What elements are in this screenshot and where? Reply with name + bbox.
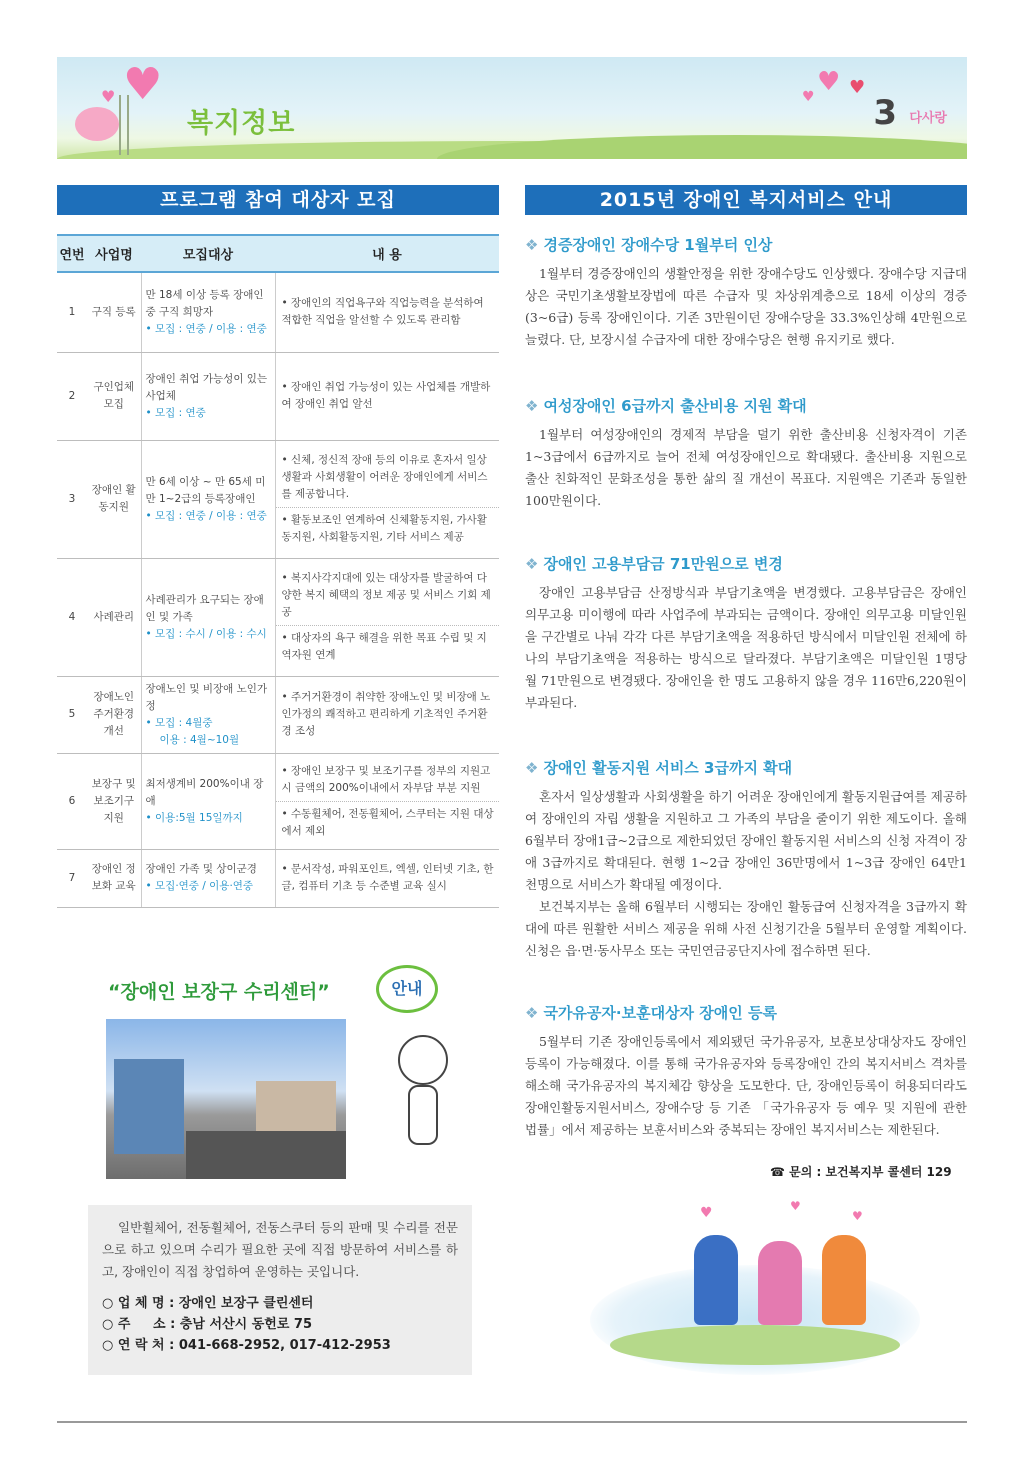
article-title: ❖ 경증장애인 장애수당 1월부터 인상 <box>525 236 773 254</box>
article-body: 장애인 고용부담금 산정방식과 부담기초액을 변경했다. 고용부담금은 장애인 의무고용 미이행에 따라 사업주에 부과되는 금액이다. 장애인 의무고용 미달인원을 구간별로 나눠 각각 다른 부담기초액을 적용하던 방식에서 미달인원 전체에 하나의 부담기초액을 적용하는 방식으로 달라졌다. 부담기초액은 미달인원 1명당 월 71만원으로 변경됐다. 장애인을 한 명도 고용하지 않을 경우 116만6,220원이 부과된다. <box>525 585 967 710</box>
repair-info <box>102 1293 458 1356</box>
diamond-bullet-icon: ❖ <box>525 555 539 573</box>
shop-front-shape <box>114 1059 184 1154</box>
article-title: ❖ 장애인 활동지원 서비스 3급까지 확대 <box>525 759 793 777</box>
article-body: 5월부터 기존 장애인등록에서 제외됐던 국가유공자, 보훈보상대상자도 장애인등록이 가능해졌다. 이를 통해 국가유공자와 등록장애인 간의 복지서비스 격차를 해소해 국가유공자의 복지체감 향상을 도모한다. 단, 장애인등록이 허용되더라도 장애인활동지원서비스, 장애수당 등 기존 「국가유공자 등 예우 및 지원에 관한 법률」에서 제공하는 보훈서비스와 중복되는 장애인 복지서비스는 제한된다. <box>525 1034 967 1137</box>
street-photo <box>106 1019 346 1179</box>
row-content <box>275 440 499 558</box>
row-target <box>141 440 275 558</box>
wrench-man-illustration-icon <box>388 1035 458 1155</box>
article-section <box>525 757 967 962</box>
content-item: • 대상자의 욕구 해결을 위한 목표 수립 및 지역자원 연계 <box>276 626 500 668</box>
target-text: 장애인 가족 및 상이군경 <box>145 863 257 875</box>
heart-icon: ♥ <box>849 77 866 98</box>
article-section <box>525 234 967 351</box>
page-brand: 다사랑 <box>909 111 947 126</box>
girl-figure-icon <box>822 1235 866 1325</box>
page-number: 3 <box>873 93 897 133</box>
row-biz: 사례관리 <box>87 558 141 676</box>
children-illustration <box>590 1195 920 1375</box>
repair-headline: “장애인 보장구 수리센터” <box>108 981 330 1003</box>
col-header-no: 연번 <box>57 235 87 272</box>
row-content <box>275 558 499 676</box>
content-item: • 신체, 정신적 장애 등의 이유로 혼자서 일상생활과 사회생활이 어려운 장애인에게 서비스를 제공합니다. <box>276 448 500 508</box>
phone-line <box>102 1335 458 1356</box>
company-line <box>102 1293 458 1314</box>
row-content <box>275 352 499 440</box>
address-line <box>102 1314 458 1335</box>
right-section-head: 2015년 장애인 복지서비스 안내 <box>525 185 967 215</box>
heart-balloon-icon: ♥ <box>123 59 163 110</box>
repair-description-panel <box>88 1205 472 1375</box>
table-row <box>57 558 499 676</box>
heart-icon: ♥ <box>802 89 815 105</box>
article-title: ❖ 여성장애인 6급까지 출산비용 지원 확대 <box>525 397 807 415</box>
girl-wheelchair-figure-icon <box>758 1241 802 1325</box>
contact-line: ☎ 문의 : 보건복지부 콜센터 129 <box>770 1165 952 1179</box>
row-biz: 장애인 정보화 교육 <box>87 849 141 907</box>
row-content <box>275 849 499 907</box>
diamond-bullet-icon: ❖ <box>525 1004 539 1022</box>
grass-shape <box>610 1325 900 1365</box>
building-shape <box>256 1081 336 1131</box>
row-biz: 장애노인 주거환경 개선 <box>87 676 141 753</box>
heart-balloon-icon: ♥ <box>817 67 841 97</box>
boy-figure-icon <box>694 1235 738 1325</box>
recruit-note: • 모집 : 수시 / 이용 : 수시 <box>146 626 271 643</box>
row-target <box>141 753 275 849</box>
content-item: • 활동보조인 연계하여 신체활동지원, 가사활동지원, 사회활동지원, 기타 서비스 제공 <box>276 508 500 550</box>
recruit-note: • 모집 : 연중 / 이용 : 연중 <box>146 321 271 338</box>
recruit-note: • 이용:5월 15일까지 <box>146 810 271 827</box>
target-text: 만 18세 이상 등록 장애인 중 구직 희망자 <box>145 288 264 318</box>
content-item: • 문서작성, 파워포인트, 엑셀, 인터넷 기초, 한글, 컴퓨터 기초 등 수준별 교육 실시 <box>282 861 496 895</box>
article-section <box>525 395 967 512</box>
company-label: ○ 업 체 명 : <box>102 1296 175 1311</box>
col-header-target: 모집대상 <box>141 235 275 272</box>
row-target <box>141 352 275 440</box>
content-item: • 장애인의 직업욕구와 직업능력을 분석하여 적합한 직업을 알선할 수 있도록 관리함 <box>282 295 496 329</box>
row-target <box>141 272 275 352</box>
table-row <box>57 440 499 558</box>
cartoon-body-shape <box>408 1085 438 1145</box>
phone-value: 041-668-2952, 017-412-2953 <box>178 1338 391 1353</box>
banner-hill <box>437 135 967 159</box>
article-body: 1월부터 여성장애인의 경제적 부담을 덜기 위한 출산비용 신청자격이 기존 1~3급에서 6급까지로 늘어 전체 여성장애인으로 확대됐다. 출산비용 지원으로 출산 친화적인 문화조성을 통한 삶의 질 개선이 목표다. 지원액은 기존과 동일한 100만원이다. <box>525 427 967 508</box>
heart-icon: ♥ <box>700 1205 713 1221</box>
row-no: 7 <box>57 849 87 907</box>
table-header-row <box>57 235 499 272</box>
header-banner <box>57 57 967 159</box>
company-name: 장애인 보장구 클린센터 <box>178 1296 314 1311</box>
content-item: • 수동휠체어, 전동휠체어, 스쿠터는 지원 대상에서 제외 <box>276 802 500 844</box>
article-title: ❖ 국가유공자·보훈대상자 장애인 등록 <box>525 1004 777 1022</box>
col-header-content: 내 용 <box>275 235 499 272</box>
heart-icon: ♥ <box>790 1199 801 1213</box>
table-row <box>57 272 499 352</box>
row-no: 2 <box>57 352 87 440</box>
recruit-note: • 모집 : 4월중 <box>146 715 271 732</box>
diamond-bullet-icon: ❖ <box>525 759 539 777</box>
diamond-bullet-icon: ❖ <box>525 397 539 415</box>
use-note: 이용 : 4월~10월 <box>159 733 240 746</box>
info-bubble: 안내 <box>376 965 438 1013</box>
pig-illustration-icon <box>75 107 119 141</box>
target-text: 장애인 취업 가능성이 있는 사업체 <box>145 372 268 402</box>
row-biz: 구인업체 모집 <box>87 352 141 440</box>
repair-center-box <box>88 965 472 1205</box>
article-body: 혼자서 일상생활과 사회생활을 하기 어려운 장애인에게 활동지원급여를 제공하여 장애인의 자립 생활을 지원하고 그 가족의 부담을 줄이기 위한 제도이다. 올해 6월부터 장애1급~2급으로 제한되었던 장애인 활동지원 서비스의 신청 자격이 장애 3급까지로 확대된다. 현행 1~2급 장애인 36만명에서 1~3급 장애인 64만1천명으로 서비스가 확대될 예정이다. <box>525 789 967 892</box>
row-content <box>275 272 499 352</box>
recruit-note: • 모집 : 연중 <box>146 405 271 422</box>
content-item: • 장애인 취업 가능성이 있는 사업체를 개발하여 장애인 취업 알선 <box>282 379 496 413</box>
content-item: • 장애인 보장구 및 보조기구를 정부의 지원고시 금액의 200%이내에서 자부담 부분 지원 <box>276 759 500 802</box>
address-label: ○ 주 소 : <box>102 1317 176 1332</box>
article-body: 1월부터 경증장애인의 생활안정을 위한 장애수당도 인상했다. 장애수당 지급대상은 국민기초생활보장법에 따른 수급자 및 차상위계층으로 18세 이상의 경증(3~6급) 등록 장애인이다. 기존 3만원이던 장애수당을 33.3%인상해 4만원으로 늘렸다. 단, 보장시설 수급자에 대한 장애수당은 현행 유지키로 했다. <box>525 266 967 347</box>
recruit-note: • 모집·연중 / 이용·연중 <box>146 878 271 895</box>
recruit-note: • 모집 : 연중 / 이용 : 연중 <box>146 508 271 525</box>
program-table <box>57 234 499 908</box>
row-no: 5 <box>57 676 87 753</box>
table-row <box>57 753 499 849</box>
road-shape <box>186 1131 346 1179</box>
left-section-head: 프로그램 참여 대상자 모집 <box>57 185 499 215</box>
address-value: 충남 서산시 동헌로 75 <box>179 1317 313 1332</box>
row-no: 1 <box>57 272 87 352</box>
content-item: • 주거거환경이 취약한 장애노인 및 비장애 노인가정의 쾌적하고 편리하게 기초적인 주거환경 조성 <box>282 689 496 740</box>
article-section <box>525 553 967 714</box>
section-title: 복지정보 <box>187 108 296 139</box>
row-no: 6 <box>57 753 87 849</box>
article-body-2: 보건복지부는 올해 6월부터 시행되는 장애인 활동급여 신청자격을 3급까지 확대에 따른 원활한 서비스 제공을 위해 사전 신청기간을 5월부터 운영할 계획이다. 신청은 읍·면·동사무소 또는 국민연금공단지사에 접수하면 된다. <box>525 899 967 958</box>
table-row <box>57 352 499 440</box>
table-row <box>57 849 499 907</box>
target-text: 장애노인 및 비장애 노인가정 <box>145 682 268 712</box>
footer-divider <box>57 1421 967 1423</box>
heart-icon: ♥ <box>101 87 116 106</box>
row-biz: 보장구 및 보조기구 지원 <box>87 753 141 849</box>
row-no: 3 <box>57 440 87 558</box>
row-target <box>141 558 275 676</box>
repair-description: 일반휠체어, 전동휠체어, 전동스쿠터 등의 판매 및 수리를 전문으로 하고 있으며 수리가 필요한 곳에 직접 방문하여 서비스를 하고, 장애인이 직접 창업하여 운영하는 곳입니다. <box>102 1220 458 1279</box>
article-section <box>525 1002 967 1141</box>
diamond-bullet-icon: ❖ <box>525 236 539 254</box>
row-content <box>275 676 499 753</box>
row-no: 4 <box>57 558 87 676</box>
row-biz: 장애인 활동지원 <box>87 440 141 558</box>
target-text: 최저생계비 200%이내 장애 <box>145 777 264 807</box>
target-text: 만 6세 이상 ~ 만 65세 미만 1~2급의 등록장애인 <box>145 475 266 505</box>
row-target <box>141 676 275 753</box>
row-biz: 구직 등록 <box>87 272 141 352</box>
article-title: ❖ 장애인 고용부담금 71만원으로 변경 <box>525 555 783 573</box>
target-text: 사례관리가 요구되는 장애인 및 가족 <box>145 593 264 623</box>
heart-icon: ♥ <box>852 1209 863 1223</box>
phone-label: ○ 연 락 처 : <box>102 1338 175 1353</box>
table-row <box>57 676 499 753</box>
row-target <box>141 849 275 907</box>
row-content <box>275 753 499 849</box>
cartoon-head-shape <box>398 1035 448 1085</box>
col-header-biz: 사업명 <box>87 235 141 272</box>
content-item: • 복지사각지대에 있는 대상자를 발굴하여 다양한 복지 혜택의 정보 제공 및 서비스 기회 제공 <box>276 566 500 626</box>
